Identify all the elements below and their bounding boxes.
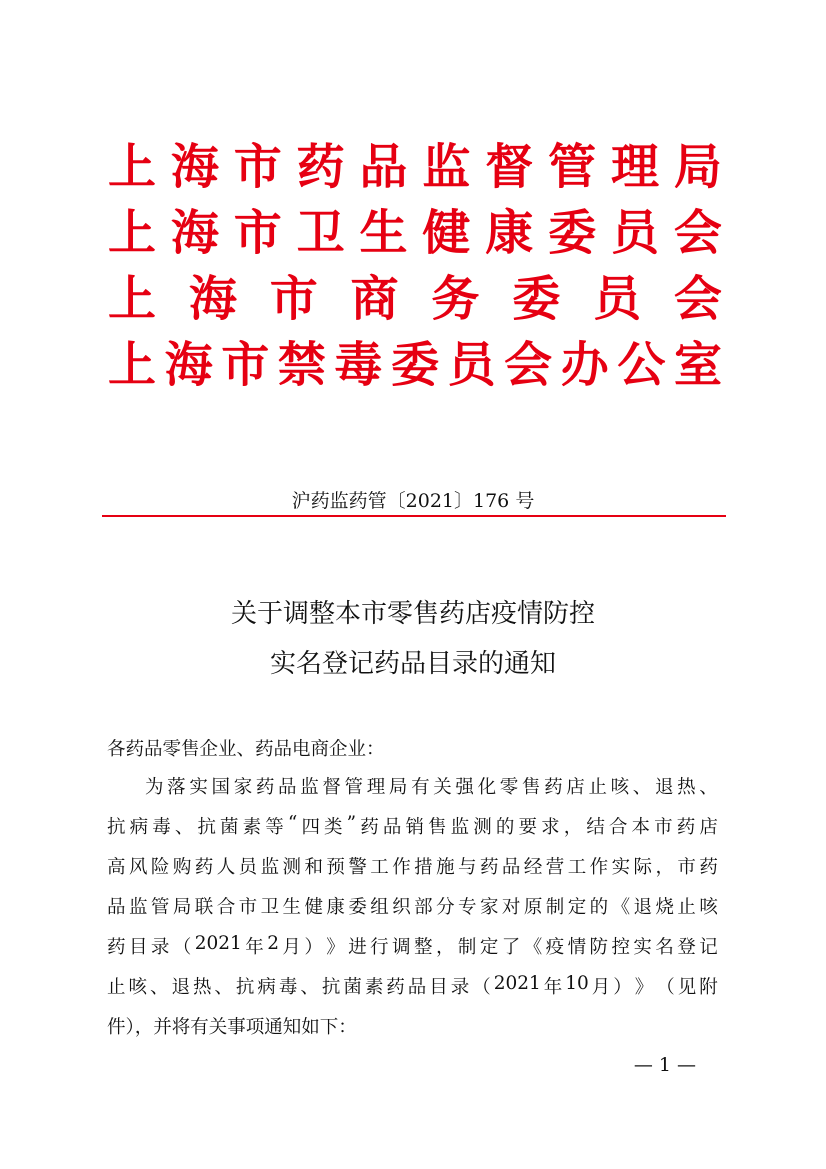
issuer-char: 上 xyxy=(108,337,157,393)
body-line: 为 落 实 国 家 药 品 监 督 管 理 局 有 关 强 化 零 售 药 店 止 咳 、 退 热 、 xyxy=(145,777,718,798)
issuer-char: 员 xyxy=(611,205,660,261)
red-divider-line xyxy=(102,515,726,517)
issuer-char: 品 xyxy=(359,139,408,195)
issuer-char: 海 xyxy=(164,337,213,393)
salutation: 各药品零售企业、药品电商企业： xyxy=(107,739,385,760)
issuer-char: 市 xyxy=(269,271,318,327)
body-line: 止 咳 、 退 热 、 抗 病 毒 、 抗 菌 素 药 品 目 录 （ 2021 年 10 月 ） 》 （ 见 附 xyxy=(107,973,718,998)
body-line: 药 目 录 （ 2021 年 2 月 ） 》 进 行 调 整 ， 制 定 了 《 疫 情 防 控 实 名 登 记 xyxy=(107,933,718,958)
body-line: 品 监 管 局 联 合 市 卫 生 健 康 委 组 织 部 分 专 家 对 原 制 定 的 《 退 烧 止 咳 xyxy=(107,897,718,918)
issuer-char: 毒 xyxy=(334,337,383,393)
issuer-char: 室 xyxy=(673,337,722,393)
issuer-char: 卫 xyxy=(296,205,345,261)
issuer-char: 健 xyxy=(422,205,471,261)
body-line: 高 风 险 购 药 人 员 监 测 和 预 警 工 作 措 施 与 药 品 经 营 工 作 实 际 ， 市 药 xyxy=(107,857,718,878)
issuer-char: 委 xyxy=(548,205,597,261)
issuer-char: 海 xyxy=(170,205,219,261)
page-number xyxy=(0,1054,826,1076)
issuer-char: 禁 xyxy=(277,337,326,393)
issuer-char: 会 xyxy=(673,205,722,261)
issuer-char: 督 xyxy=(485,139,534,195)
issuer-line xyxy=(108,134,722,200)
issuer-char: 市 xyxy=(233,139,282,195)
issuer-char: 商 xyxy=(350,271,399,327)
issuer-char: 员 xyxy=(447,337,496,393)
issuer-char: 局 xyxy=(673,139,722,195)
issuer-char: 理 xyxy=(611,139,660,195)
issuer-char: 委 xyxy=(390,337,439,393)
issuer-char: 委 xyxy=(512,271,561,327)
issuer-char: 监 xyxy=(422,139,471,195)
issuer-char: 康 xyxy=(485,205,534,261)
issuer-char: 海 xyxy=(188,271,237,327)
issuer-line xyxy=(108,200,722,266)
issuer-line xyxy=(108,332,722,398)
issuer-char: 药 xyxy=(296,139,345,195)
issuer-char: 市 xyxy=(233,205,282,261)
issuer-char: 生 xyxy=(359,205,408,261)
body-line: 件），并将有关事项通知如下： xyxy=(107,1017,357,1038)
issuing-authorities xyxy=(108,134,722,398)
issuer-char: 海 xyxy=(170,139,219,195)
issuer-char: 公 xyxy=(617,337,666,393)
issuer-char: 会 xyxy=(673,271,722,327)
body-line: 抗 病 毒 、 抗 菌 素 等 “ 四 类 ” 药 品 销 售 监 测 的 要 求 ， 结 合 本 市 药 店 xyxy=(107,813,718,838)
issuer-char: 市 xyxy=(221,337,270,393)
issuer-char: 上 xyxy=(108,271,157,327)
document-number: 沪药监药管〔2021〕176 号 xyxy=(291,490,535,512)
issuer-line xyxy=(108,266,722,332)
issuer-char: 员 xyxy=(593,271,642,327)
issuer-char: 务 xyxy=(431,271,480,327)
issuer-char: 管 xyxy=(548,139,597,195)
page-number-text: — 1 — xyxy=(633,1054,696,1076)
issuer-char: 上 xyxy=(108,205,157,261)
issuer-char: 会 xyxy=(504,337,553,393)
issuer-char: 办 xyxy=(560,337,609,393)
notice-title-line-2: 实名登记药品目录的通知 xyxy=(269,649,556,679)
issuer-char: 上 xyxy=(108,139,157,195)
notice-title-line-1: 关于调整本市零售药店疫情防控 xyxy=(230,599,595,629)
